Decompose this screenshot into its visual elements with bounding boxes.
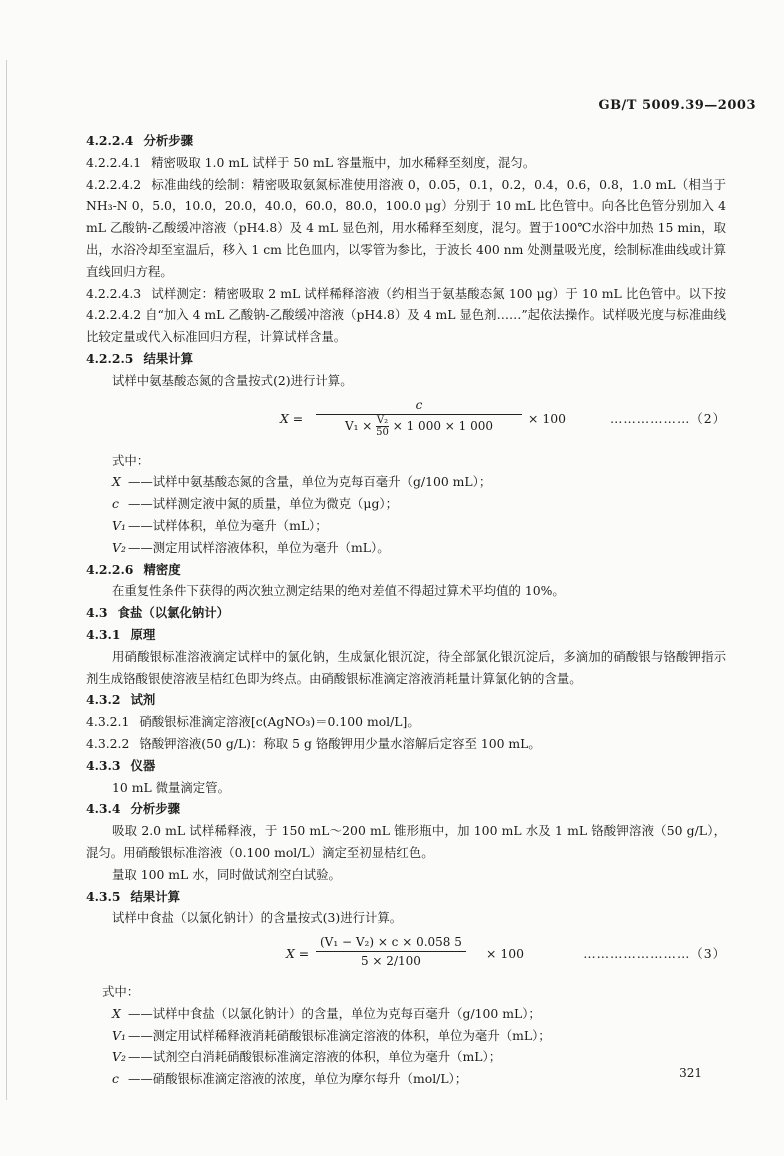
var-def: V₂ ——试剂空白消耗硝酸银标准滴定溶液的体积，单位为毫升（mL）； <box>112 1049 502 1065</box>
var-def: V₁ ——测定用试样稀释液消耗硝酸银标准滴定溶液的体积，单位为毫升（mL）； <box>112 1027 551 1043</box>
heading-431: 4.3.1 原理 <box>86 626 156 642</box>
formula-3-multiplier: × 100 <box>486 946 524 962</box>
formula-2-fraction <box>316 396 522 438</box>
var-def: X ——试样中氨基酸态氮的含量，单位为克每百毫升（g/100 mL）； <box>112 474 492 490</box>
scan-edge-line <box>6 60 7 1100</box>
heading-4226: 4.2.2.6 精密度 <box>86 561 181 577</box>
heading-4224: 4.2.2.4 分析步骤 <box>86 133 193 148</box>
heading-43: 4.3 食盐（以氯化钠计） <box>86 605 230 621</box>
formula-intro-2: 试样中氨基酸态氮的含量按式(2)进行计算。 <box>112 372 353 388</box>
var-def: V₂ ——测定用试样溶液体积，单位为毫升（mL）。 <box>112 539 390 555</box>
formula-2-multiplier: × 100 <box>528 410 566 426</box>
formula-3-fraction <box>316 933 466 970</box>
para-431: 用硝酸银标准溶液滴定试样中的氯化钠，生成氯化银沉淀，待全部氯化银沉淀后，多滴加的硝酸银与铬酸钾指示剂生成铬酸银使溶液呈桔红色即为终点。由硝酸银标准滴定溶液消耗量计算氯化钠的含量。 <box>86 648 726 686</box>
var-def: V₁ ——试样体积，单位为毫升（mL）； <box>112 517 328 533</box>
para-433: 10 mL 微量滴定管。 <box>112 779 230 795</box>
formula-3-denominator: 5 × 2/100 <box>360 954 421 969</box>
heading-433: 4.3.3 仪器 <box>86 757 156 773</box>
formula-2-numerator: c <box>316 396 522 415</box>
formula-3-lhs: X = <box>286 946 310 962</box>
formula-3-number: ……………………（3） <box>583 946 726 962</box>
para-42241: 4.2.2.4.1 精密吸取 1.0 mL 试样于 50 mL 容量瓶中，加水稀释至刻度，混匀。 <box>86 154 536 170</box>
formula-2-denominator: V₁ × $\frac{\text{V₂}}{50}$ × 1 000 × 1 000 <box>344 414 493 438</box>
formula-2 <box>86 396 726 446</box>
document-body <box>86 130 726 1090</box>
para-4226: 在重复性条件下获得的两次独立测定结果的绝对差值不得超过算术平均值的 10%。 <box>112 583 565 599</box>
formula-3 <box>86 933 726 977</box>
heading-435: 4.3.5 结果计算 <box>86 888 181 904</box>
para-42242: 4.2.2.4.2 标准曲线的绘制：精密吸取氨氮标准使用溶液 0，0.05，0.1，0.2，0.4，0.6，0.8，1.0 mL（相当于 NH₃-N 0，5.0，10.0，20.0，40.0，60.0，80.0，100.0 μg）分别于 10 mL 比色管中。向各比色管分别加入 4 mL 乙酸钠-乙酸缓冲溶液（pH4.8）及 4 mL 显色剂，用水稀释至刻度，混匀。置于100℃水浴中加热 15 min，取出，水浴冷却至室温后，移入 1 cm 比色皿内，以零管为参比，于波长 400 nm 处测量吸光度，绘制标准曲线或计算直线回归方程。 <box>86 176 726 279</box>
where-label-3: 式中： <box>102 984 140 1000</box>
formula-2-lhs: X = <box>280 410 304 426</box>
para-4322: 4.3.2.2 铬酸钾溶液(50 g/L)：称取 5 g 铬酸钾用少量水溶解后定容至 100 mL。 <box>86 735 541 751</box>
var-def: X ——试样中食盐（以氯化钠计）的含量，单位为克每百毫升（g/100 mL）； <box>112 1005 541 1021</box>
var-def: c ——试样测定液中氮的质量，单位为微克（μg）； <box>112 496 398 512</box>
formula-3-numerator: (V₁ − V₂) × c × 0.058 5 <box>316 933 466 952</box>
formula-2-number: ………………（2） <box>609 410 726 426</box>
heading-434: 4.3.4 分析步骤 <box>86 801 181 817</box>
formula-intro-3: 试样中食盐（以氯化钠计）的含量按式(3)进行计算。 <box>112 910 403 926</box>
where-label-2: 式中： <box>112 452 150 468</box>
para-42243: 4.2.2.4.3 试样测定：精密吸取 2 mL 试样稀释溶液（约相当于氨基酸态氮 100 μg）于 10 mL 比色管中。以下按 4.2.2.4.2 自“加入 4 mL 乙酸钠-乙酸缓冲溶液（pH4.8）及 4 mL 显色剂……”起依法操作。试样吸光度与标准曲线比较定量或代入标准回归方程，计算试样含量。 <box>86 285 726 345</box>
var-def: c ——硝酸银标准滴定溶液的浓度，单位为摩尔每升（mol/L）； <box>112 1071 468 1087</box>
heading-4225: 4.2.2.5 结果计算 <box>86 350 193 366</box>
heading-432: 4.3.2 试剂 <box>86 692 156 708</box>
standard-number: GB/T 5009.39—2003 <box>598 98 756 113</box>
para-4321: 4.3.2.1 硝酸银标准滴定溶液[c(AgNO₃)＝0.100 mol/L]。 <box>86 714 420 730</box>
page-number: 321 <box>679 1066 702 1080</box>
para-434-2: 量取 100 mL 水，同时做试剂空白试验。 <box>112 866 341 882</box>
para-434-1: 吸取 2.0 mL 试样稀释液，于 150 mL～200 mL 锥形瓶中，加 100 mL 水及 1 mL 铬酸钾溶液（50 g/L），混匀。用硝酸银标准溶液（0.100 mol/L）滴定至初显桔红色。 <box>86 823 726 860</box>
